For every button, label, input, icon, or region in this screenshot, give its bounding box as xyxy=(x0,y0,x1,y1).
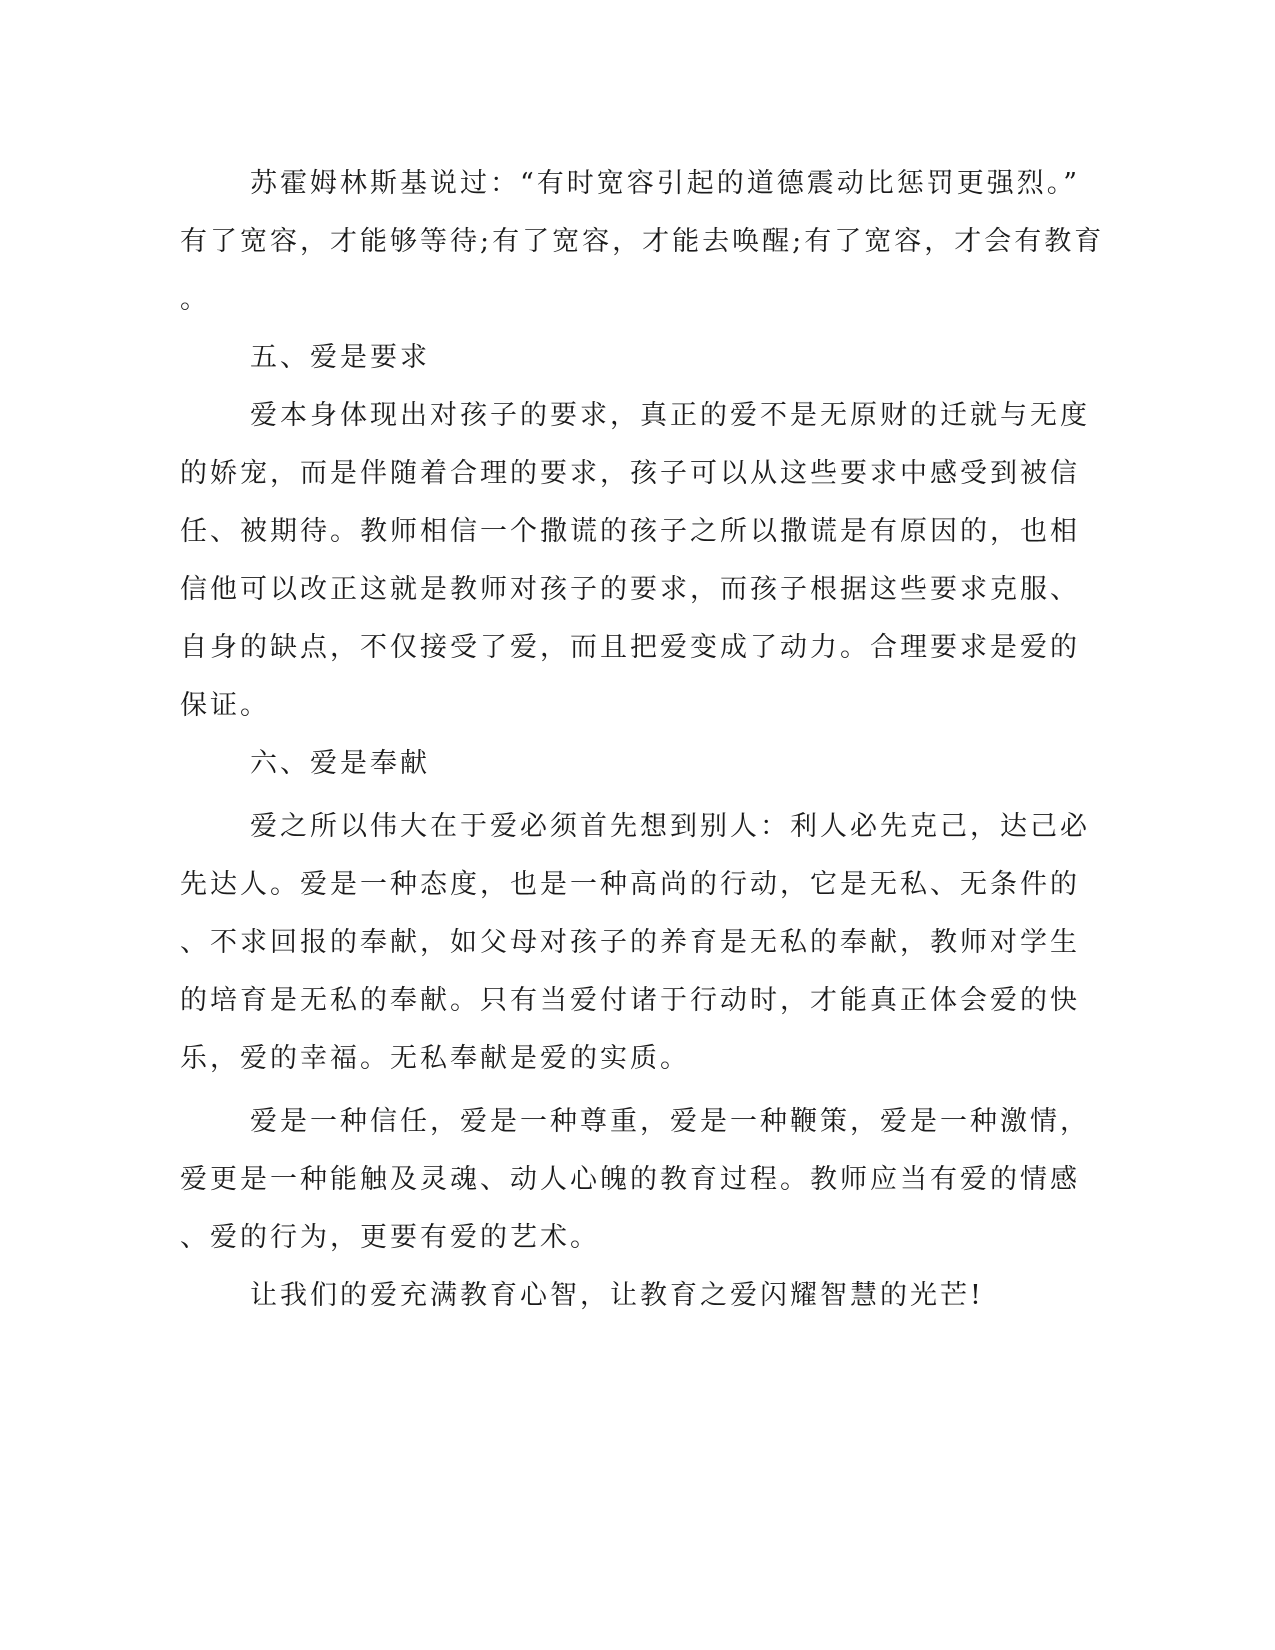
text-line: 让我们的爱充满教育心智，让教育之爱闪耀智慧的光芒! xyxy=(250,1280,984,1311)
text-line: 苏霍姆林斯基说过：“有时宽容引起的道德震动比惩罚更强烈。” xyxy=(250,168,1081,199)
text-line: 爱之所以伟大在于爱必须首先想到别人：利人必先克己，达己必 xyxy=(250,811,1090,842)
text-line: 的娇宠，而是伴随着合理的要求，孩子可以从这些要求中感受到被信 xyxy=(180,458,1080,489)
text-line: 爱是一种信任，爱是一种尊重，爱是一种鞭策，爱是一种激情， xyxy=(250,1106,1090,1137)
section-heading: 六、爱是奉献 xyxy=(250,748,430,779)
text-line: 的培育是无私的奉献。只有当爱付诸于行动时，才能真正体会爱的快 xyxy=(180,985,1080,1016)
text-line: 爱更是一种能触及灵魂、动人心魄的教育过程。教师应当有爱的情感 xyxy=(180,1164,1080,1195)
text-line: 先达人。爱是一种态度，也是一种高尚的行动，它是无私、无条件的 xyxy=(180,869,1080,900)
text-line: 。 xyxy=(180,284,210,315)
text-line: 保证。 xyxy=(180,690,270,721)
text-line: 、不求回报的奉献，如父母对孩子的养育是无私的奉献，教师对学生 xyxy=(180,927,1080,958)
text-line: 信他可以改正这就是教师对孩子的要求，而孩子根据这些要求克服、 xyxy=(180,574,1080,605)
text-line: 自身的缺点，不仅接受了爱，而且把爱变成了动力。合理要求是爱的 xyxy=(180,632,1080,663)
text-line: 、爱的行为，更要有爱的艺术。 xyxy=(180,1222,600,1253)
text-line: 爱本身体现出对孩子的要求，真正的爱不是无原财的迁就与无度 xyxy=(250,400,1090,431)
text-line: 有了宽容，才能够等待;有了宽容，才能去唤醒;有了宽容，才会有教育 xyxy=(180,226,1105,257)
text-line: 任、被期待。教师相信一个撒谎的孩子之所以撒谎是有原因的，也相 xyxy=(180,516,1080,547)
text-line: 乐，爱的幸福。无私奉献是爱的实质。 xyxy=(180,1043,690,1074)
section-heading: 五、爱是要求 xyxy=(250,342,430,373)
